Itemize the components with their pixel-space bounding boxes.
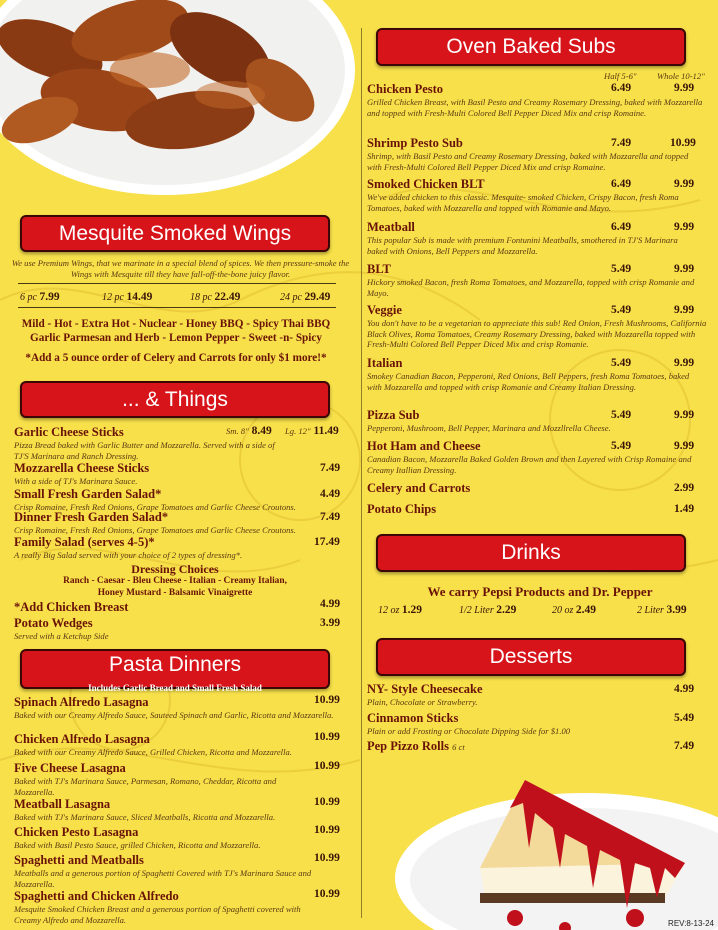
menu-item-family-salad: Family Salad (serves 4-5)* A really Big Salad served with your choice of 2 types of dressing*. [14,535,243,560]
family-salad-price: 17.49 [314,536,340,548]
italian-sub-half-price: 5.49 [611,357,632,369]
dinner-salad-price: 7.49 [320,511,341,523]
meatball-sub-half-price: 6.49 [611,221,632,233]
wings-description: We use Premium Wings, that we marinate in a special blend of spices. We then pressure-smoke the Wings with Mesquite till they have fall-off-the-bone juicy flavor. [11,258,350,279]
meatball-sub-whole-price: 9.99 [674,221,695,233]
wings-addon: *Add a 5 ounce order of Celery and Carrots for only $1 more!* [25,352,327,364]
cheesecake-photo [395,768,718,930]
five-cheese-lasagna-price: 10.99 [314,760,340,772]
wings-size-12: 12 pc 14.49 [102,291,153,303]
desserts-banner [376,638,686,676]
wings-flavors-line1: Mild - Hot - Extra Hot - Nuclear - Honey BBQ - Spicy Thai BBQ [21,318,331,330]
menu-item-italian-sub: Italian Smokey Canadian Bacon, Pepperoni, Red Onions, Bell Peppers, fresh Roma Tomatoes, baked with Mozzarella and topped with crisp Romanie and Creamy Italian Dressing. [367,356,690,392]
menu-item-blt-sub: BLT Hickory smoked Bacon, fresh Roma Tomatoes, and Mozzarella, topped with crisp Romanie and Mayo. [367,262,695,298]
cinnamon-sticks-price: 5.49 [674,712,695,724]
menu-item-smoked-chicken-blt: Smoked Chicken BLT We've added chicken to this classic. Mesquite- smoked Chicken, Crispy Bacon, fresh Roma Tomatoes, baked with Mozzarella and topped with Romanie and Mayo. [367,177,679,213]
menu-item-chicken-alfredo-lasagna: Chicken Alfredo Lasagna Baked with our Creamy Alfredo Sauce, Grilled Chicken, Ricotta and Mozzarella. [14,732,292,757]
menu-item-pizza-sub: Pizza Sub Pepperoni, Mushroom, Bell Pepper, Marinara and Mozzllrella Cheese. [367,408,611,433]
menu-item-potato-wedges: Potato Wedges Served with a Ketchup Side [14,616,109,641]
subs-banner [376,28,686,66]
menu-item-add-chicken-breast: *Add Chicken Breast [14,600,129,614]
subs-half-label: Half 5-6" [604,71,637,81]
menu-item-ny-cheesecake: NY- Style Cheesecake Plain, Chocolate or Strawberry. [367,682,483,707]
blt-sub-half-price: 5.49 [611,263,632,275]
pizza-sub-whole-price: 9.99 [674,409,695,421]
pizza-sub-half-price: 5.49 [611,409,632,421]
hot-ham-cheese-whole-price: 9.99 [674,440,695,452]
garlic-cheese-sticks-price: Sm. 8" 8.49 [226,425,272,437]
ny-cheesecake-price: 4.99 [674,683,695,695]
drink-size-half-liter: 1/2 Liter 2.29 [459,604,517,616]
shrimp-pesto-sub-half-price: 7.49 [611,137,632,149]
garlic-cheese-sticks-price-lg: Lg. 12" 11.49 [285,425,339,437]
chicken-pesto-sub-half-price: 6.49 [611,82,632,94]
wings-photo [0,0,360,200]
meatball-lasagna-price: 10.99 [314,796,340,808]
drink-size-20oz: 20 oz 2.49 [552,604,597,616]
pasta-title: Pasta Dinners [109,653,241,676]
wings-size-18: 18 pc 22.49 [190,291,241,303]
drinks-tagline: We carry Pepsi Products and Dr. Pepper [427,584,653,599]
drink-size-12oz: 12 oz 1.29 [378,604,423,616]
wings-flavors-line2: Garlic Parmesan and Herb - Lemon Pepper - Sweet -n- Spicy [30,332,322,344]
dressing-list-1: Ranch - Caesar - Bleu Cheese - Italian - Creamy Italian, [63,576,287,586]
menu-item-spaghetti-chicken-alfredo: Spaghetti and Chicken Alfredo Mesquite Smoked Chicken Breast and a generous portion of Spaghetti covered with Creamy Alfredo and Mozzarella. [14,889,301,925]
menu-item-chicken-pesto-sub: Chicken Pesto Grilled Chicken Breast, with Basil Pesto and Creamy Rosemary Dressing, baked with Mozzarella and topped with Fresh-Multi Colored Bell Pepper Diced Mix and crisp Romaine. [367,82,703,118]
chicken-alfredo-lasagna-price: 10.99 [314,731,340,743]
add-chicken-breast-price: 4.99 [320,598,341,610]
menu-item-dinner-salad: Dinner Fresh Garden Salad* Crisp Romaine, Fresh Red Onions, Grape Tomatoes and Garlic Cheese Croutons. [14,510,296,535]
celery-carrots-price: 2.99 [674,482,695,494]
chicken-pesto-lasagna-price: 10.99 [314,824,340,836]
wings-size-24: 24 pc 29.49 [280,291,331,303]
veggie-sub-half-price: 5.49 [611,304,632,316]
pasta-subtitle: Includes Garlic Bread and Small Fresh Salad [88,683,262,693]
menu-item-mozzarella-sticks: Mozzarella Cheese Sticks With a side of TJ's Marinara Sauce. [14,461,150,486]
drinks-title: Drinks [501,541,561,564]
smoked-chicken-blt-half-price: 6.49 [611,178,632,190]
pep-pizzo-rolls-price: 7.49 [674,740,695,752]
wings-banner [20,215,330,252]
menu-item-five-cheese-lasagna: Five Cheese Lasagna Baked with TJ's Marinara Sauce, Parmesan, Romano, Cheddar, Ricotta and Mozzarella. [14,761,277,797]
smoked-chicken-blt-whole-price: 9.99 [674,178,695,190]
menu-item-garlic-cheese-sticks: Garlic Cheese Sticks Pizza Bread baked with Garlic Butter and Mozzarella. Served with a side of TJ'S Marinara and Ranch Dressing. [14,425,275,461]
wings-title: Mesquite Smoked Wings [58,222,292,245]
small-salad-price: 4.49 [320,488,341,500]
subs-whole-label: Whole 10-12" [657,71,705,81]
menu-item-cinnamon-sticks: Cinnamon Sticks Plain or add Frosting or Chocolate Dipping Side for $1.00 [367,711,571,736]
potato-chips-price: 1.49 [674,503,695,515]
drinks-banner [376,534,686,572]
column-divider [361,28,362,918]
menu-item-veggie-sub: Veggie You don't have to be a vegetarian to appreciate this sub! Red Onion, Fresh Mushrooms, California Black Olives, Roma Tomatoes, Creamy Rosemary Dressing, baked with Mozzarella topped with Fresh-Multi Colored Bell Pepper Diced Mix and crisp Romanie. [367,303,707,350]
things-banner [20,381,330,418]
menu-item-spaghetti-meatballs: Spaghetti and Meatballs Meatballs and a generous portion of Spaghetti Covered with TJ's Marinara Sauce and Mozzarella. [14,853,312,889]
hot-ham-cheese-half-price: 5.49 [611,440,632,452]
mozzarella-sticks-price: 7.49 [320,462,341,474]
menu-item-chicken-pesto-lasagna: Chicken Pesto Lasagna Baked with Basil Pesto Sauce, grilled Chicken, Ricotta and Mozzarella. [14,825,261,850]
menu-item-pep-pizzo-rolls: Pep Pizzo Rolls 6 ct [367,739,465,753]
wings-size-6: 6 pc 7.99 [20,291,60,303]
menu-item-shrimp-pesto-sub: Shrimp Pesto Sub Shrimp, with Basil Pesto and Creamy Rosemary Dressing, baked with Mozzarella and topped with Fresh-Multi Colored Bell Pepper Diced Mix and crisp Romaine. [367,136,689,172]
menu-item-meatball-sub: Meatball This popular Sub is made with premium Fontunini Meatballs, smothered in TJ'S Marinara baked with Onions, Bell Peppers and Mozzarella. [367,220,678,256]
revision-label: REV:8-13-24 [668,919,714,928]
potato-wedges-price: 3.99 [320,617,341,629]
spinach-alfredo-lasagna-price: 10.99 [314,694,340,706]
dressing-title: Dressing Choices [131,562,219,576]
desserts-title: Desserts [489,645,573,668]
menu-item-celery-carrots: Celery and Carrots [367,481,471,495]
italian-sub-whole-price: 9.99 [674,357,695,369]
drink-size-2-liter: 2 Liter 3.99 [637,604,687,616]
dressing-list-2: Honey Mustard - Balsamic Vinaigrette [97,588,253,598]
menu-item-potato-chips: Potato Chips [367,502,437,516]
wings-sizes-row [18,283,336,308]
menu-item-small-salad: Small Fresh Garden Salad* Crisp Romaine, Fresh Red Onions, Grape Tomatoes and Garlic Cheese Croutons. [14,487,296,512]
pasta-banner [20,649,330,693]
blt-sub-whole-price: 9.99 [674,263,695,275]
veggie-sub-whole-price: 9.99 [674,304,695,316]
menu-item-spinach-alfredo-lasagna: Spinach Alfredo Lasagna Baked with our Creamy Alfredo Sauce, Sauteed Spinach and Garlic, Ricotta and Mozzarella. [14,695,334,720]
subs-title: Oven Baked Subs [446,35,616,58]
menu-item-meatball-lasagna: Meatball Lasagna Baked with TJ's Marinara Sauce, Sliced Meatballs, Ricotta and Mozzarella. [14,797,276,822]
menu-item-hot-ham-cheese: Hot Ham and Cheese Canadian Bacon, Mozzarella Baked Golden Brown and then Layered with Crisp Romaine and Creamy Itallian Dressing. [367,439,692,475]
things-title: ... & Things [122,388,228,411]
spaghetti-meatballs-price: 10.99 [314,852,340,864]
chicken-pesto-sub-whole-price: 9.99 [674,82,695,94]
shrimp-pesto-sub-whole-price: 10.99 [670,137,696,149]
spaghetti-chicken-alfredo-price: 10.99 [314,888,340,900]
